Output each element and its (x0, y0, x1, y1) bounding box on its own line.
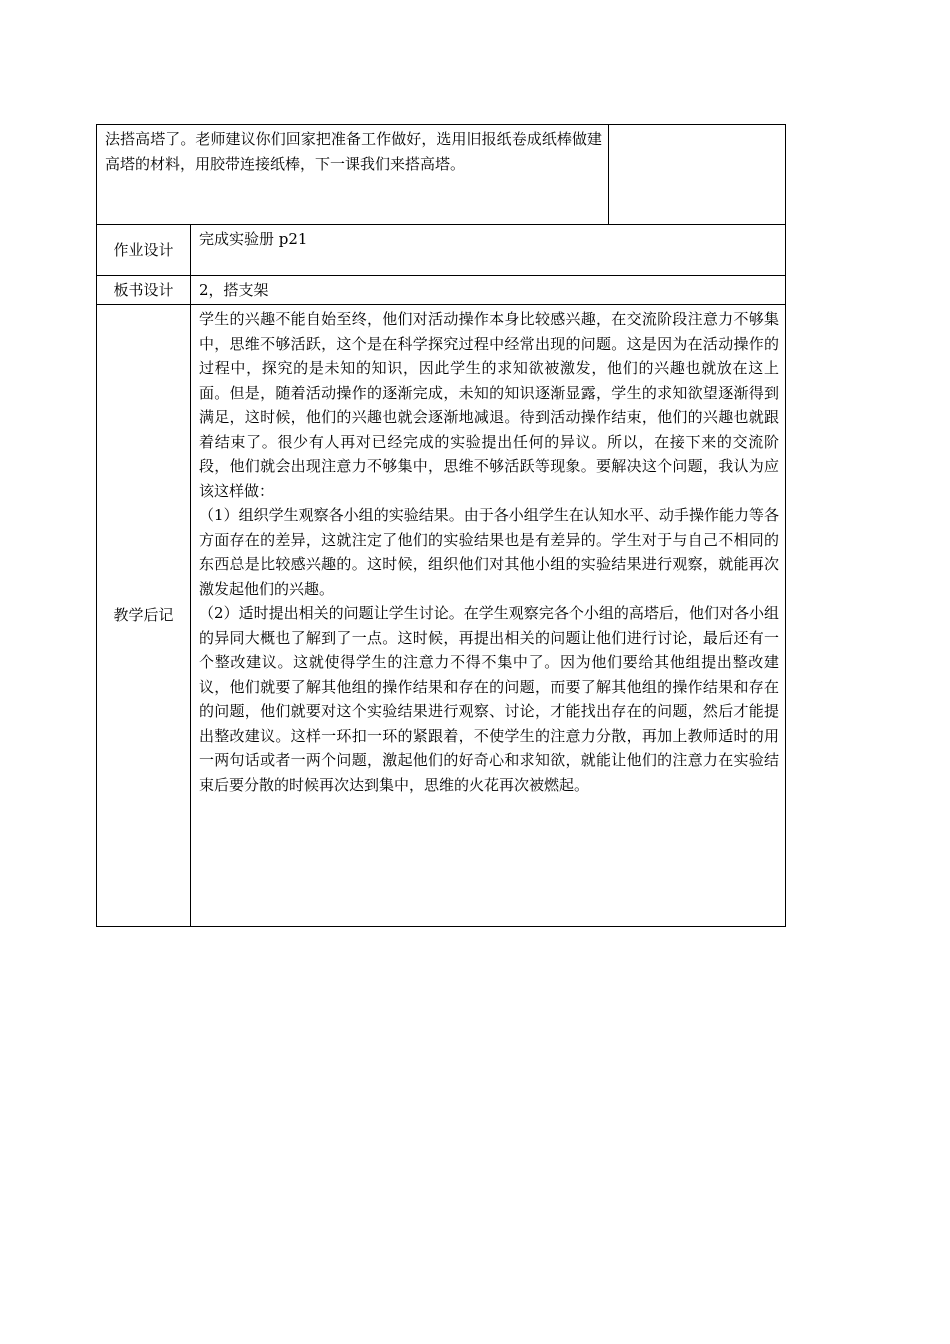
board-row (97, 276, 786, 305)
continuation-cell (97, 125, 609, 225)
continuation-text: 法搭高塔了。老师建议你们回家把准备工作做好，选用旧报纸卷成纸棒做建高塔的材料，用胶带连接纸棒，下一课我们来搭高塔。 (105, 130, 603, 173)
reflection-paragraph: （2）适时提出相关的问题让学生讨论。在学生观察完各个小组的高塔后，他们对各小组的异同大概也了解到了一点。这时候，再提出相关的问题让他们进行讨论，最后还有一个整改建议。这就使得学生的注意力不得不集中了。因为他们要给其他组提出整改建议，他们就要了解其他组的操作结果和存在的问题，而要了解其他组的操作结果和存在的问题，他们就要对这个实验结果进行观察、讨论，才能找出存在的问题，然后才能提出整改建议。这样一环扣一环的紧跟着，不使学生的注意力分散，再加上教师适时的用一两句话或者一两个问题，激起他们的好奇心和求知欲，就能让他们的注意力在实验结束后要分散的时候再次达到集中，思维的火花再次被燃起。 (199, 604, 780, 794)
homework-row (97, 225, 786, 276)
reflection-paragraph: 学生的兴趣不能自始至终，他们对活动操作本身比较感兴趣，在交流阶段注意力不够集中，思维不够活跃，这个是在科学探究过程中经常出现的问题。这是因为在活动操作的过程中，探究的是未知的知识，因此学生的求知欲被激发，他们的兴趣也就放在这上面。但是，随着活动操作的逐渐完成，未知的知识逐渐显露，学生的求知欲望逐渐得到满足，这时候，他们的兴趣也就会逐渐地减退。待到活动操作结束，他们的兴趣也就跟着结束了。很少有人再对已经完成的实验提出任何的异议。所以，在接下来的交流阶段，他们就会出现注意力不够集中，思维不够活跃等现象。要解决这个问题，我认为应该这样做： (199, 310, 780, 500)
reflection-content (191, 305, 786, 927)
reflection-row (97, 305, 786, 927)
continuation-row (97, 125, 786, 225)
homework-content: 完成实验册 p21 (191, 225, 786, 276)
board-label: 板书设计 (97, 276, 191, 305)
board-content: 2，搭支架 (191, 276, 786, 305)
homework-label: 作业设计 (97, 225, 191, 276)
lesson-plan-table (96, 124, 786, 927)
empty-right-cell (609, 125, 786, 225)
reflection-paragraph: （1）组织学生观察各小组的实验结果。由于各小组学生在认知水平、动手操作能力等各方面存在的差异，这就注定了他们的实验结果也是有差异的。学生对于与自己不相同的东西总是比较感兴趣的。这时候，组织他们对其他小组的实验结果进行观察，就能再次激发起他们的兴趣。 (199, 506, 780, 598)
reflection-label: 教学后记 (97, 305, 191, 927)
